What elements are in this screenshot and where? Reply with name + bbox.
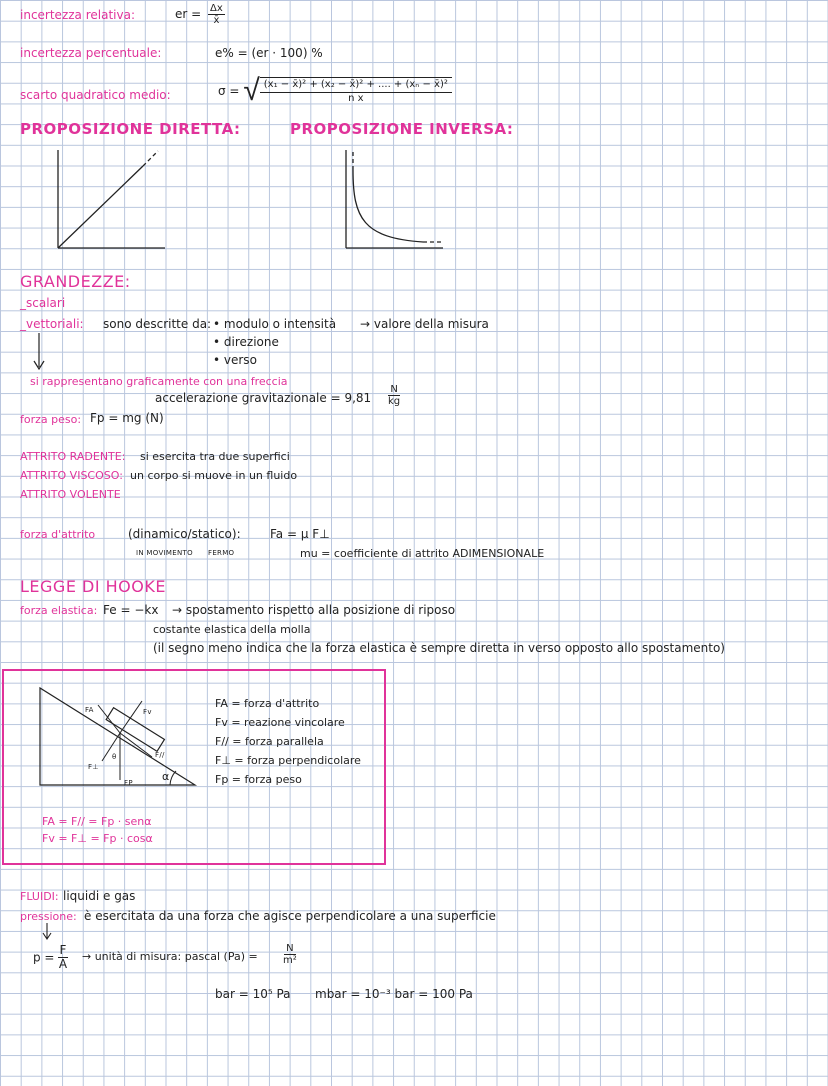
relative-num: Δx (210, 3, 223, 14)
down-arrow-icon-2 (42, 923, 52, 941)
attrito-radente-desc: si esercita tra due superfici (140, 450, 290, 463)
direct-line-dashed (143, 151, 158, 166)
direct-proportion-graph (55, 148, 165, 252)
fa-label: FA (85, 706, 94, 714)
mbar-conversion: mbar = 10⁻³ bar = 100 Pa (315, 987, 473, 1001)
attrito-static-note: FERMO (208, 549, 235, 557)
attrito-radente-name: ATTRITO RADENTE: (20, 450, 126, 463)
peso-label: forza peso: (20, 413, 82, 426)
inverse-proportion-title: PROPOSIZIONE INVERSA: (290, 120, 514, 138)
stddev-label: scarto quadratico medio: (20, 88, 171, 102)
pressure-num: F (59, 943, 67, 957)
fv-vector (120, 701, 142, 733)
legend-fpar: F// = forza parallela (215, 735, 324, 748)
percent-uncertainty-label: incertezza percentuale: (20, 46, 162, 60)
pressure-formula (33, 944, 71, 971)
alpha-label: α (162, 770, 170, 783)
modulo-item: • modulo o intensità (213, 317, 337, 331)
pressure-unit-label: → unità di misura: pascal (Pa) = (82, 950, 258, 963)
vettoriali-label: _vettoriali: (20, 317, 84, 331)
pressure-unit-fraction (280, 943, 300, 966)
inclined-plane-diagram (30, 685, 205, 790)
root-sign: √ (243, 73, 260, 108)
pressure-fraction (58, 944, 69, 971)
stddev-formula (218, 73, 452, 108)
hooke-title: LEGGE DI HOOKE (20, 577, 166, 596)
elastic-force-label: forza elastica: (20, 604, 98, 617)
relative-den: x̄ (213, 15, 220, 26)
scalari-label: _scalari (20, 296, 66, 310)
direzione-item: • direzione (213, 335, 279, 349)
relative-uncertainty-formula (175, 3, 228, 26)
percent-uncertainty-formula: e% = (er · 100) % (215, 46, 323, 60)
fluidi-desc: liquidi e gas (63, 889, 136, 903)
relative-lhs: er = (175, 7, 202, 21)
modulo-value: → valore della misura (360, 317, 489, 331)
stddev-num: (x₁ − x̄)² + (x₂ − x̄)² + .... + (xₙ − x̄)² (260, 77, 452, 93)
stddev-root (243, 73, 452, 108)
accel-den: kg (388, 396, 401, 407)
direct-line (58, 166, 143, 248)
pressure-lhs: p = (33, 950, 55, 965)
fperp-vector (102, 733, 120, 761)
inverse-proportion-graph (343, 148, 448, 252)
k-note: costante elastica della molla (153, 623, 311, 636)
relative-uncertainty-label: incertezza relativa: (20, 8, 135, 22)
described-by: sono descritte da: (103, 317, 212, 331)
fp-label: FP (124, 779, 133, 787)
elastic-force-formula: Fe = −kx (103, 603, 159, 617)
arrow-note: si rappresentano graficamente con una freccia (30, 375, 288, 388)
attrito-viscoso-desc: un corpo si muove in un fluido (130, 469, 298, 482)
attrito-force-label: forza d'attrito (20, 528, 96, 541)
pressione-desc: è esercitata da una forza che agisce perpendicolare a una superficie (84, 909, 496, 923)
attrito-volente-name: ATTRITO VOLENTE (20, 488, 121, 501)
unit-den: m² (283, 955, 297, 966)
accel-label: accelerazione gravitazionale = 9,81 (155, 391, 372, 405)
elastic-force-arrow: → spostamento rispetto alla posizione di riposo (172, 603, 456, 617)
peso-formula: Fp = mg (N) (90, 411, 164, 425)
pressione-label: pressione: (20, 910, 77, 923)
attrito-dynamic-note: IN MOVIMENTO (136, 549, 193, 557)
fv-label: Fv (143, 708, 152, 716)
bar-conversion: bar = 10⁵ Pa (215, 987, 291, 1001)
attrito-types: (dinamico/statico): (128, 527, 241, 541)
unit-num: N (286, 943, 294, 954)
equation-parallel: FA = F// = Fp · senα (42, 815, 152, 828)
attrito-viscoso-name: ATTRITO VISCOSO: (20, 469, 123, 482)
direct-proportion-title: PROPOSIZIONE DIRETTA: (20, 120, 241, 138)
fluidi-label: FLUIDI: (20, 890, 59, 903)
verso-item: • verso (213, 353, 257, 367)
accel-unit (385, 384, 403, 407)
sign-note: (il segno meno indica che la forza elastica è sempre diretta in verso opposto allo spostamento) (153, 641, 725, 655)
equation-perpendicular: Fv = F⊥ = Fp · cosα (42, 832, 153, 845)
relative-fraction (208, 3, 225, 26)
mu-note: mu = coefficiente di attrito ADIMENSIONALE (300, 547, 545, 560)
pressure-den: A (58, 957, 68, 971)
legend-fa: FA = forza d'attrito (215, 697, 320, 710)
theta-label: θ (112, 753, 117, 761)
down-arrow-icon (33, 333, 45, 371)
inverse-curve (353, 170, 423, 242)
stddev-den: n x (348, 93, 364, 104)
attrito-formula: Fa = μ F⊥ (270, 527, 330, 541)
stddev-lhs: σ = (218, 84, 240, 98)
stddev-fraction (260, 77, 452, 105)
legend-fperp: F⊥ = forza perpendicolare (215, 754, 361, 767)
accel-num: N (390, 384, 398, 395)
grandezze-title: GRANDEZZE: (20, 272, 131, 291)
fperp-label: F⊥ (88, 763, 99, 771)
legend-fp: Fp = forza peso (215, 773, 302, 786)
legend-fv: Fv = reazione vincolare (215, 716, 345, 729)
fpar-label: F// (155, 751, 165, 759)
